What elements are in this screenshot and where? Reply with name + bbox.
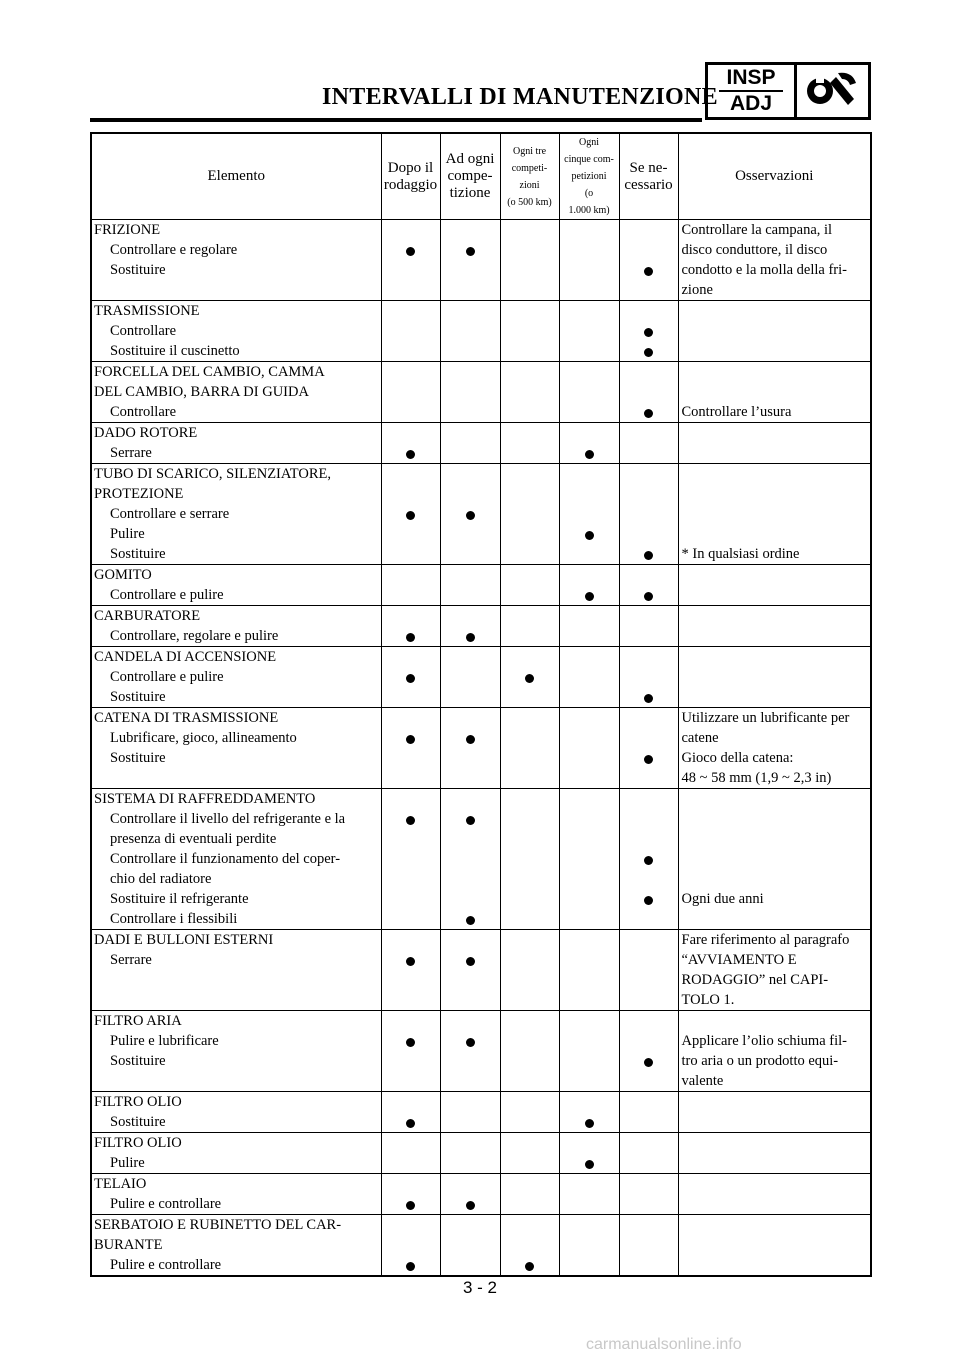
interval-cell — [619, 220, 678, 301]
interval-cell — [559, 1215, 619, 1277]
observation-text: condotto e la molla della fri- — [681, 262, 847, 278]
interval-cell — [500, 362, 559, 423]
interval-cell — [440, 301, 500, 362]
bullet-icon — [406, 1038, 415, 1047]
item-action: Controllare i flessibili — [110, 911, 238, 927]
table-row — [91, 1133, 871, 1174]
interval-cell — [381, 423, 440, 464]
interval-cell — [381, 1092, 440, 1133]
col-ogni-tre: Ogni tre competi- zioni (o 500 km) — [500, 133, 559, 220]
item-title: FILTRO ARIA — [94, 1013, 182, 1029]
bullet-icon — [644, 856, 653, 865]
interval-cell — [500, 1092, 559, 1133]
table-row — [91, 708, 871, 789]
bullet-icon — [466, 957, 475, 966]
interval-cell — [619, 1133, 678, 1174]
observation-text: Controllare l’usura — [681, 404, 792, 420]
observation-text: Gioco della catena: — [681, 750, 794, 766]
cell-osservazioni — [678, 930, 871, 1011]
bullet-icon — [466, 1038, 475, 1047]
cell-elemento — [91, 1011, 381, 1092]
bullet-icon — [466, 735, 475, 744]
bullet-icon — [585, 1160, 594, 1169]
interval-cell — [381, 565, 440, 606]
interval-cell — [381, 708, 440, 789]
table-row — [91, 220, 871, 301]
table-row — [91, 1011, 871, 1092]
interval-cell — [619, 930, 678, 1011]
cell-elemento — [91, 1215, 381, 1277]
item-action: Sostituire il cuscinetto — [110, 343, 240, 359]
observation-text: valente — [681, 1073, 724, 1089]
cell-osservazioni — [678, 647, 871, 708]
interval-cell — [381, 1011, 440, 1092]
bullet-icon — [644, 551, 653, 560]
bullet-icon — [406, 816, 415, 825]
item-action: Sostituire — [110, 689, 166, 705]
item-action: Controllare il funzionamento del coper- — [110, 851, 341, 867]
interval-cell — [440, 1092, 500, 1133]
item-title: FRIZIONE — [94, 222, 161, 238]
cell-elemento — [91, 789, 381, 930]
item-action: Sostituire — [110, 546, 166, 562]
interval-cell — [619, 1215, 678, 1277]
interval-cell — [500, 1215, 559, 1277]
bullet-icon — [525, 1262, 534, 1271]
bullet-icon — [406, 1119, 415, 1128]
bullet-icon — [644, 694, 653, 703]
table-row — [91, 1092, 871, 1133]
interval-cell — [381, 301, 440, 362]
interval-cell — [440, 1011, 500, 1092]
interval-cell — [381, 1215, 440, 1277]
interval-cell — [619, 464, 678, 565]
interval-cell — [619, 708, 678, 789]
interval-cell — [440, 1215, 500, 1277]
col-elemento: Elemento — [91, 133, 381, 220]
cell-osservazioni — [678, 423, 871, 464]
bullet-icon — [644, 267, 653, 276]
table-row — [91, 606, 871, 647]
page-title: INTERVALLI DI MANUTENZIONE — [322, 84, 718, 110]
bullet-icon — [644, 328, 653, 337]
observation-text: Fare riferimento al paragrafo — [681, 932, 850, 948]
observation-text: catene — [681, 730, 719, 746]
item-action: Controllare il livello del refrigerante e la — [110, 811, 346, 827]
item-title: CARBURATORE — [94, 608, 201, 624]
bullet-icon — [466, 816, 475, 825]
table-row — [91, 464, 871, 565]
item-action: Serrare — [110, 952, 152, 968]
interval-cell — [440, 362, 500, 423]
cell-elemento — [91, 565, 381, 606]
interval-cell — [440, 464, 500, 565]
table-row — [91, 301, 871, 362]
cell-elemento — [91, 930, 381, 1011]
bullet-icon — [585, 531, 594, 540]
bullet-icon — [644, 409, 653, 418]
cell-elemento — [91, 1133, 381, 1174]
bullet-icon — [406, 450, 415, 459]
item-action — [92, 990, 381, 1010]
item-title: DADI E BULLONI ESTERNI — [94, 932, 274, 948]
bullet-icon — [585, 592, 594, 601]
interval-cell — [619, 789, 678, 930]
badge-text — [708, 65, 797, 117]
observation-text: * In qualsiasi ordine — [681, 546, 800, 562]
item-title: SISTEMA DI RAFFREDDAMENTO — [94, 791, 316, 807]
header-row — [91, 133, 871, 220]
item-action: Controllare e pulire — [110, 669, 224, 685]
item-action: Sostituire — [110, 1114, 166, 1130]
interval-cell — [381, 1133, 440, 1174]
item-action: chio del radiatore — [110, 871, 212, 887]
interval-cell — [381, 220, 440, 301]
item-action: Controllare e serrare — [110, 506, 230, 522]
interval-cell — [500, 1174, 559, 1215]
interval-cell — [559, 930, 619, 1011]
bullet-icon — [406, 633, 415, 642]
interval-cell — [381, 930, 440, 1011]
cell-elemento — [91, 1092, 381, 1133]
bullet-icon — [466, 916, 475, 925]
cell-elemento — [91, 708, 381, 789]
observation-text: zione — [681, 282, 713, 298]
cell-osservazioni — [678, 789, 871, 930]
table-row — [91, 789, 871, 930]
interval-cell — [559, 362, 619, 423]
observation-text: TOLO 1. — [681, 992, 735, 1008]
interval-cell — [500, 301, 559, 362]
interval-cell — [559, 1133, 619, 1174]
interval-cell — [500, 1011, 559, 1092]
interval-cell — [440, 647, 500, 708]
interval-cell — [619, 565, 678, 606]
interval-cell — [381, 1174, 440, 1215]
bullet-icon — [644, 348, 653, 357]
item-action: Controllare e regolare — [110, 242, 238, 258]
cell-osservazioni — [678, 1092, 871, 1133]
bullet-icon — [525, 674, 534, 683]
interval-cell — [619, 362, 678, 423]
cell-osservazioni — [678, 565, 871, 606]
bullet-icon — [406, 674, 415, 683]
interval-cell — [440, 606, 500, 647]
cell-elemento — [91, 362, 381, 423]
observation-text: tro aria o un prodotto equi- — [681, 1053, 839, 1069]
cell-osservazioni — [678, 1215, 871, 1277]
interval-cell — [619, 1174, 678, 1215]
item-title: PROTEZIONE — [94, 486, 184, 502]
item-action: Controllare e pulire — [110, 587, 224, 603]
item-action: Controllare — [110, 323, 177, 339]
interval-cell — [381, 647, 440, 708]
table-row — [91, 362, 871, 423]
interval-cell — [619, 423, 678, 464]
cell-elemento — [91, 1174, 381, 1215]
interval-cell — [619, 1011, 678, 1092]
item-title: SERBATOIO E RUBINETTO DEL CAR- — [94, 1217, 342, 1233]
item-title: TRASMISSIONE — [94, 303, 200, 319]
interval-cell — [619, 647, 678, 708]
item-action: Pulire e lubrificare — [110, 1033, 219, 1049]
insp-adj-badge — [705, 62, 871, 120]
interval-cell — [559, 1174, 619, 1215]
table-row — [91, 647, 871, 708]
interval-cell — [500, 423, 559, 464]
col-se-necessario: Se ne- cessario — [619, 133, 678, 220]
interval-cell — [440, 423, 500, 464]
interval-cell — [619, 301, 678, 362]
bullet-icon — [406, 1262, 415, 1271]
item-action: Pulire e controllare — [110, 1257, 222, 1273]
cell-elemento — [91, 606, 381, 647]
item-title: TELAIO — [94, 1176, 147, 1192]
table-row — [91, 930, 871, 1011]
item-action: Pulire — [110, 1155, 145, 1171]
item-action — [92, 280, 381, 300]
item-action: Sostituire — [110, 750, 166, 766]
interval-cell — [500, 606, 559, 647]
interval-cell — [559, 1092, 619, 1133]
item-action: Sostituire — [110, 262, 166, 278]
cell-osservazioni — [678, 301, 871, 362]
col-ogni-cinque: Ogni cinque com- petizioni (o 1.000 km) — [559, 133, 619, 220]
title-rule — [90, 118, 702, 122]
observation-text: Ogni due anni — [681, 891, 764, 907]
cell-osservazioni — [678, 1133, 871, 1174]
interval-cell — [381, 606, 440, 647]
wrench-icon — [797, 65, 868, 117]
cell-osservazioni — [678, 464, 871, 565]
interval-cell — [440, 708, 500, 789]
interval-cell — [559, 789, 619, 930]
item-title: FILTRO OLIO — [94, 1135, 182, 1151]
interval-cell — [559, 220, 619, 301]
item-action — [92, 970, 381, 990]
item-action: presenza di eventuali perdite — [110, 831, 277, 847]
observation-text: “AVVIAMENTO E — [681, 952, 797, 968]
interval-cell — [559, 708, 619, 789]
item-action: Sostituire il refrigerante — [110, 891, 249, 907]
cell-osservazioni — [678, 1011, 871, 1092]
bullet-icon — [585, 450, 594, 459]
cell-elemento — [91, 301, 381, 362]
table-row — [91, 423, 871, 464]
bullet-icon — [406, 247, 415, 256]
page-number: 3 - 2 — [462, 1278, 498, 1297]
interval-cell — [381, 789, 440, 930]
cell-osservazioni — [678, 362, 871, 423]
item-action — [92, 768, 381, 788]
interval-cell — [559, 565, 619, 606]
table-row — [91, 1215, 871, 1277]
item-title: TUBO DI SCARICO, SILENZIATORE, — [94, 466, 331, 482]
badge-bottom-text: ADJ — [729, 92, 772, 115]
interval-cell — [440, 930, 500, 1011]
item-action: Serrare — [110, 445, 152, 461]
observation-text: Applicare l’olio schiuma fil- — [681, 1033, 847, 1049]
interval-cell — [559, 606, 619, 647]
table-row — [91, 1174, 871, 1215]
interval-cell — [500, 789, 559, 930]
interval-cell — [440, 1174, 500, 1215]
bullet-icon — [585, 1119, 594, 1128]
interval-cell — [500, 464, 559, 565]
maintenance-table — [90, 132, 872, 1277]
bullet-icon — [466, 511, 475, 520]
cell-osservazioni — [678, 1174, 871, 1215]
interval-cell — [559, 464, 619, 565]
item-title: FILTRO OLIO — [94, 1094, 182, 1110]
bullet-icon — [406, 735, 415, 744]
bullet-icon — [406, 1201, 415, 1210]
cell-osservazioni — [678, 220, 871, 301]
interval-cell — [500, 930, 559, 1011]
interval-cell — [500, 1133, 559, 1174]
bullet-icon — [466, 247, 475, 256]
bullet-icon — [406, 957, 415, 966]
interval-cell — [440, 220, 500, 301]
interval-cell — [440, 789, 500, 930]
interval-cell — [500, 565, 559, 606]
item-action — [92, 1071, 381, 1091]
bullet-icon — [644, 896, 653, 905]
bullet-icon — [466, 1201, 475, 1210]
col-dopo-rodaggio: Dopo il rodaggio — [381, 133, 440, 220]
cell-elemento — [91, 220, 381, 301]
interval-cell — [559, 423, 619, 464]
table-row — [91, 565, 871, 606]
observation-text: Utilizzare un lubrificante per — [681, 710, 850, 726]
cell-elemento — [91, 464, 381, 565]
item-action: Pulire — [110, 526, 145, 542]
interval-cell — [619, 606, 678, 647]
bullet-icon — [644, 592, 653, 601]
cell-elemento — [91, 423, 381, 464]
interval-cell — [381, 362, 440, 423]
item-action: Controllare, regolare e pulire — [110, 628, 279, 644]
watermark: carmanualsonline.info — [586, 1336, 742, 1353]
item-action: Sostituire — [110, 1053, 166, 1069]
interval-cell — [500, 647, 559, 708]
interval-cell — [559, 647, 619, 708]
item-action: Pulire e controllare — [110, 1196, 222, 1212]
interval-cell — [559, 301, 619, 362]
item-title: CATENA DI TRASMISSIONE — [94, 710, 279, 726]
bullet-icon — [644, 755, 653, 764]
interval-cell — [381, 464, 440, 565]
cell-elemento — [91, 647, 381, 708]
interval-cell — [500, 220, 559, 301]
interval-cell — [559, 1011, 619, 1092]
item-title: DADO ROTORE — [94, 425, 198, 441]
item-title: CANDELA DI ACCENSIONE — [94, 649, 277, 665]
observation-text: Controllare la campana, il — [681, 222, 833, 238]
bullet-icon — [466, 633, 475, 642]
item-title: FORCELLA DEL CAMBIO, CAMMA — [94, 364, 325, 380]
item-action: Controllare — [110, 404, 177, 420]
observation-text: RODAGGIO” nel CAPI- — [681, 972, 829, 988]
bullet-icon — [644, 1058, 653, 1067]
observation-text: 48 ~ 58 mm (1,9 ~ 2,3 in) — [681, 770, 832, 786]
badge-top-text: INSP — [726, 66, 776, 89]
interval-cell — [619, 1092, 678, 1133]
col-ogni-competizione: Ad ogni compe- tizione — [440, 133, 500, 220]
interval-cell — [440, 565, 500, 606]
item-title: GOMITO — [94, 567, 152, 583]
interval-cell — [440, 1133, 500, 1174]
bullet-icon — [406, 511, 415, 520]
item-title: DEL CAMBIO, BARRA DI GUIDA — [94, 384, 309, 400]
col-osservazioni: Osservazioni — [678, 133, 871, 220]
observation-text: disco conduttore, il disco — [681, 242, 828, 258]
item-action: Lubrificare, gioco, allineamento — [110, 730, 297, 746]
cell-osservazioni — [678, 606, 871, 647]
interval-cell — [500, 708, 559, 789]
item-title: BURANTE — [94, 1237, 163, 1253]
cell-osservazioni — [678, 708, 871, 789]
